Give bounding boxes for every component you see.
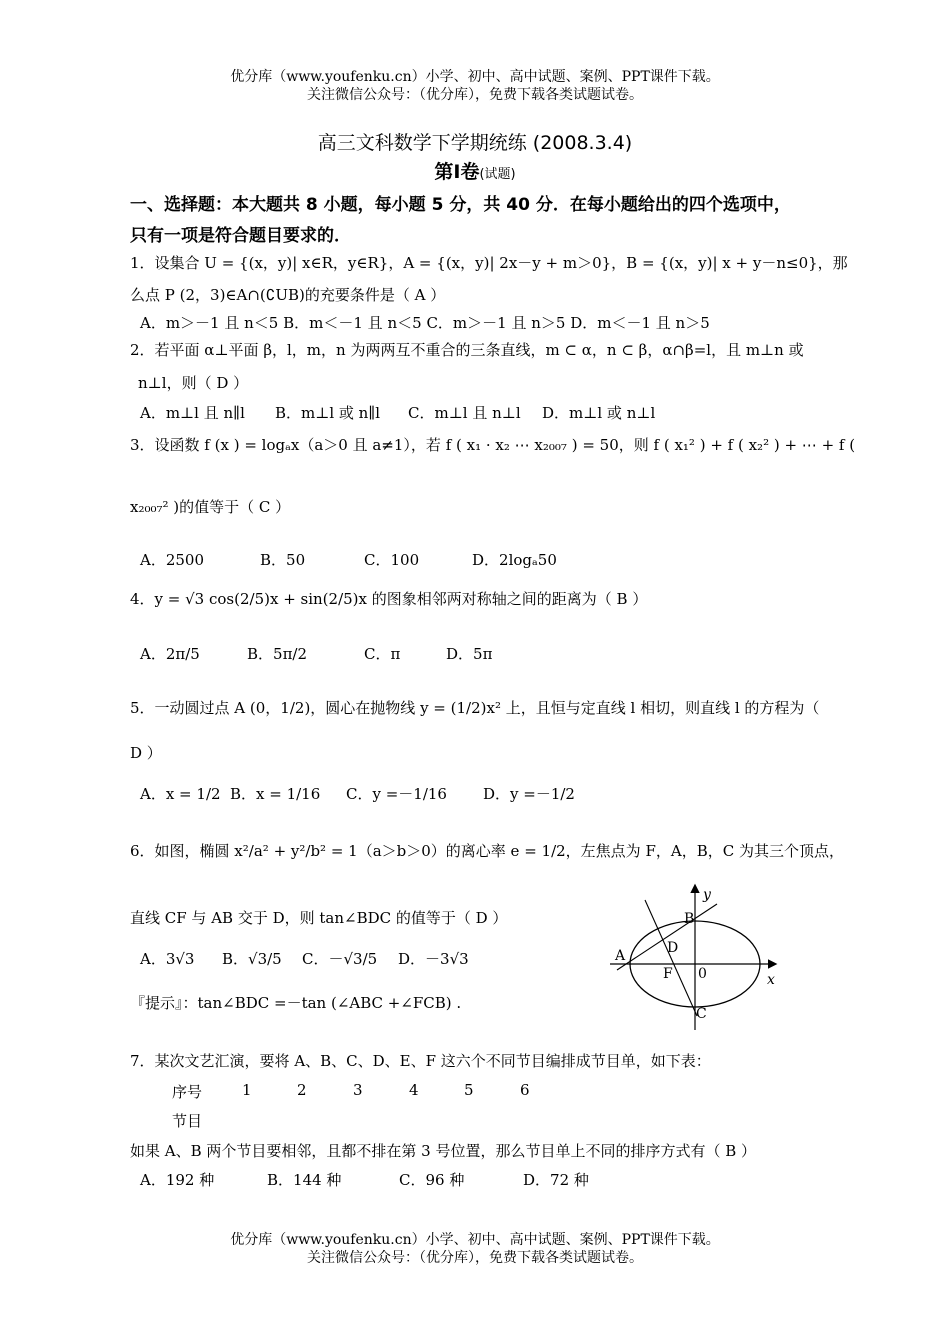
q3-option-b: B．50 — [260, 551, 306, 569]
q3-stem-line-1: 3．设函数 f (x ) = logₐx（a＞0 且 a≠1），若 f ( x₁ · x₂ ⋯ x₂₀₀₇ ) = 50，则 f ( x₁² ) + f ( x₂² ) + ⋯ + f ( — [130, 436, 856, 454]
header-line-2: 关注微信公众号：（优分库），免费下载各类试题试卷。 — [307, 87, 643, 103]
q7-header-2: 2 — [297, 1081, 307, 1099]
header-line-1: 优分库（www.youfenku.cn）小学、初中、高中试题、案例、PPT课件下载。 — [230, 69, 720, 85]
q3-option-a: A．2500 — [140, 551, 205, 569]
q5-option-d: D．y =－1/2 — [483, 785, 575, 803]
q1-option-b: B．m＜－1 且 n＜5 — [283, 314, 422, 332]
section-heading-line-2: 只有一项是符合题目要求的． — [130, 226, 351, 246]
q2-option-a: A．m⊥l 且 n∥l — [140, 404, 245, 422]
q2-stem-line-1: 2．若平面 α⊥平面 β，l，m，n 为两两互不重合的三条直线，m ⊂ α，n ⊂ β，α∩β=l，且 m⊥n 或 — [130, 341, 804, 359]
q6-option-b: B．√3/5 — [222, 950, 282, 968]
q2-option-b: B．m⊥l 或 n∥l — [275, 404, 381, 422]
q6-option-d: D．－3√3 — [398, 950, 469, 968]
label-origin: 0 — [698, 966, 707, 982]
q5-option-a: A．x = 1/2 — [140, 785, 221, 803]
line-ab — [617, 904, 717, 970]
q4-option-c: C．π — [364, 645, 401, 663]
label-b: B — [684, 911, 695, 927]
q7-question: 如果 A、B 两个节目要相邻，且都不排在第 3 号位置，那么节目单上不同的排序方式有（ B ） — [130, 1142, 757, 1160]
volume-label — [0, 157, 950, 184]
q7-option-b: B．144 种 — [267, 1171, 342, 1189]
q6-option-c: C．－√3/5 — [302, 950, 378, 968]
q1-option-d: D．m＜－1 且 n＞5 — [570, 314, 710, 332]
section-heading-line-1: 一、选择题：本大题共 8 小题，每小题 5 分，共 40 分．在每小题给出的四个选项中， — [130, 195, 791, 215]
q1-options — [140, 312, 710, 333]
q1-stem-line-1: 1．设集合 U = {(x，y)| x∈R，y∈R}，A = {(x，y)| 2x－y + m＞0}，B = {(x，y)| x + y－n≤0}，那 — [130, 254, 848, 272]
footer-line-1: 优分库（www.youfenku.cn）小学、初中、高中试题、案例、PPT课件下载。 — [230, 1232, 720, 1248]
q7-header-1: 1 — [242, 1081, 252, 1099]
q1-option-c: C．m＞－1 且 n＞5 — [426, 314, 566, 332]
q4-option-a: A．2π/5 — [140, 645, 200, 663]
q4-option-b: B．5π/2 — [247, 645, 308, 663]
page-title: 高三文科数学下学期统练 (2008.3.4) — [317, 132, 633, 154]
volume-sub: (试题) — [479, 167, 516, 182]
q7-header-5: 5 — [464, 1081, 474, 1099]
ellipse-figure — [605, 880, 790, 1035]
q5-option-b: B．x = 1/16 — [230, 785, 321, 803]
q6-option-a: A．3√3 — [140, 950, 195, 968]
q5-stem-line-2: D ） — [130, 744, 162, 762]
q3-stem-line-2: x₂₀₀₇² )的值等于（ C ） — [130, 498, 291, 516]
q7-table-row-label: 节目 — [172, 1112, 203, 1130]
q1-stem-line-2: 么点 P (2，3)∈A∩(∁UB)的充要条件是（ A ） — [130, 286, 446, 304]
q2-option-c: C．m⊥l 且 n⊥l — [408, 404, 521, 422]
volume-label-text: 第Ⅰ卷 — [434, 161, 480, 183]
footer-line-2: 关注微信公众号：（优分库），免费下载各类试题试卷。 — [307, 1250, 643, 1266]
q4-option-d: D．5π — [446, 645, 493, 663]
q7-header-3: 3 — [353, 1081, 363, 1099]
q1-option-a: A．m＞－1 且 n＜5 — [140, 314, 279, 332]
q7-header-label: 序号 — [172, 1083, 203, 1101]
label-d: D — [667, 940, 679, 956]
q2-option-d: D．m⊥l 或 n⊥l — [542, 404, 656, 422]
label-x: x — [767, 972, 775, 988]
q3-option-c: C．100 — [364, 551, 420, 569]
label-c: C — [696, 1006, 707, 1022]
q7-header-6: 6 — [520, 1081, 530, 1099]
q7-option-d: D．72 种 — [523, 1171, 589, 1189]
q3-option-d: D．2logₐ50 — [472, 551, 557, 569]
q2-stem-line-2: n⊥l，则（ D ） — [138, 374, 249, 392]
q7-option-a: A．192 种 — [140, 1171, 215, 1189]
q5-stem-line-1: 5．一动圆过点 A (0，1/2)，圆心在抛物线 y = (1/2)x² 上，且恒与定直线 l 相切，则直线 l 的方程为（ — [130, 699, 820, 717]
q6-hint: 『提示』：tan∠BDC =－tan (∠ABC +∠FCB) . — [130, 994, 462, 1012]
q6-stem-line-2: 直线 CF 与 AB 交于 D，则 tan∠BDC 的值等于（ D ） — [130, 909, 508, 927]
q7-option-c: C．96 种 — [399, 1171, 465, 1189]
label-f: F — [663, 966, 673, 982]
label-a: A — [615, 948, 626, 964]
q5-option-c: C．y =－1/16 — [346, 785, 447, 803]
q7-header-4: 4 — [409, 1081, 419, 1099]
q6-stem-line-1: 6．如图，椭圆 x²/a² + y²/b² = 1（a＞b＞0）的离心率 e = 1/2，左焦点为 F，A，B，C 为其三个顶点， — [130, 842, 844, 860]
q7-stem: 7．某次文艺汇演，要将 A、B、C、D、E、F 这六个不同节目编排成节目单，如下表： — [130, 1052, 711, 1070]
q4-stem: 4．y = √3 cos(2/5)x + sin(2/5)x 的图象相邻两对称轴之间的距离为（ B ） — [130, 590, 648, 608]
label-y: y — [703, 887, 711, 903]
